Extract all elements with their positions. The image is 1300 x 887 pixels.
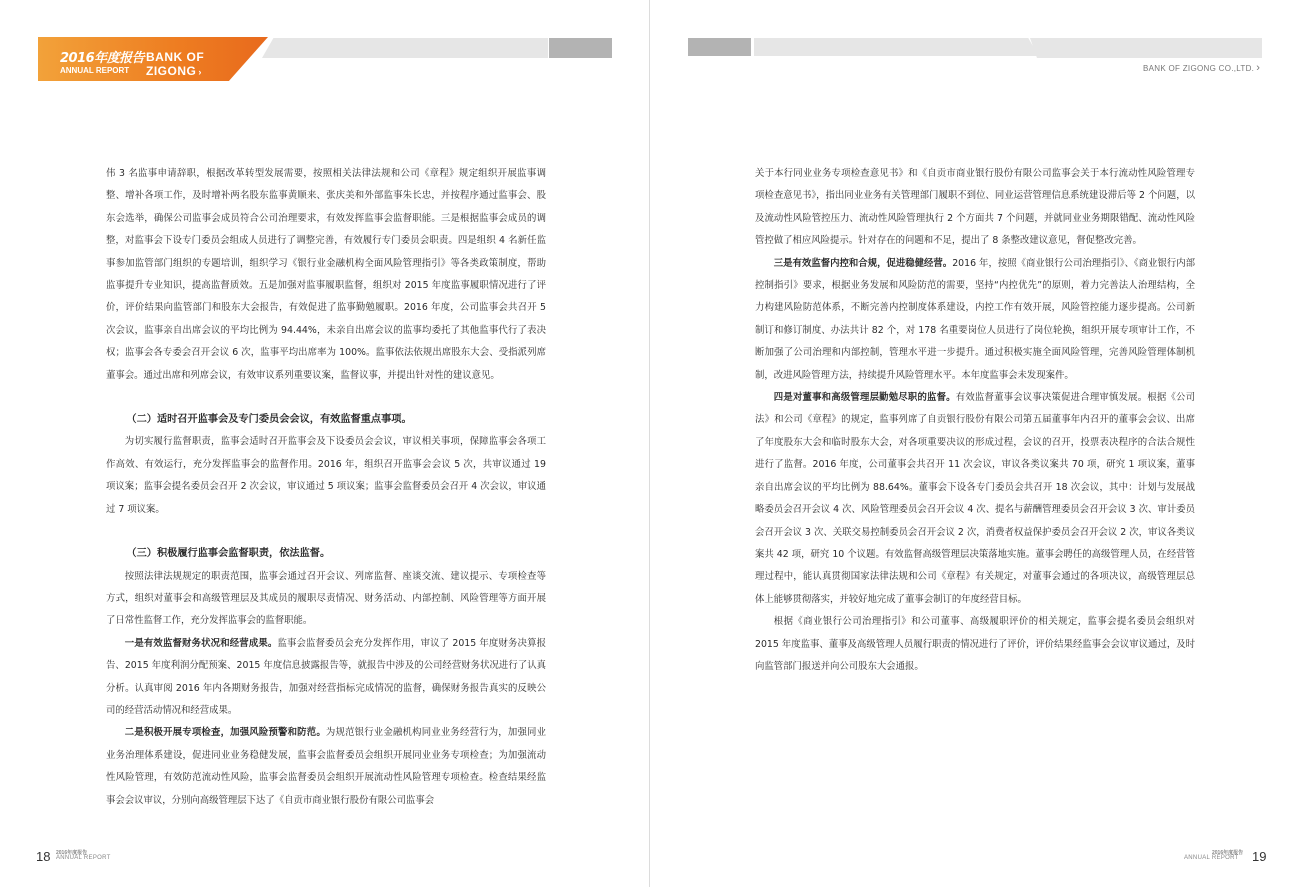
paragraph	[755, 387, 1195, 611]
paragraph-body: 为规范银行业金融机构同业业务经营行为，加强同业业务治理体系建设，促进同业业务稳健发展，监事会监督委员会组织开展同业业务专项检查；为加强流动性风险管理，有效防范流动性风险，监事会监督委员会组织开展流动性风险管理专项检查。检查结果经监事会会议审议，分别向高级管理层下达了《自贡市商业银行股份有限公司监事会	[106, 727, 546, 806]
header-bank-line2-text: ZIGONG	[146, 64, 197, 78]
left-text-column	[106, 163, 546, 812]
paragraph-body: 监事会监督委员会充分发挥作用，审议了 2015 年度财务决算报告、2015 年度利润分配预案、2015 年度信息披露报告等，就报告中涉及的公司经营财务状况进行了认真分析。认真审阅 2016 年内各期财务报告，加强对经营指标完成情况的监督，确保财务报告真实的反映公司的经营活动情况和经营成果。	[106, 637, 546, 716]
header-bank-line1: BANK OF	[146, 50, 205, 64]
paragraph: 伟 3 名监事申请辞职，根据改革转型发展需要，按照相关法律法规和公司《章程》规定组织开展监事调整、增补各项工作，及时增补两名股东监事黄顺来、张庆美和外部监事朱长忠，并按程序通过监事会、股东会选举，确保公司监事会成员符合公司治理要求，有效发挥监事会监督职能。三是根据监事会成员的调整，对监事会下设专门委员会组成人员进行了调整完善，有效履行专门委员会职责。四是组织 4 名新任监事参加监管部门组织的专题培训，组织学习《银行业金融机构全面风险管理指引》等各类政策制度，帮助监事提升专业知识，提高监督质效。五是加强对监事履职监督，组织对 2015 年度监事履职情况进行了评价，评价结果向监管部门和股东大会报告，有效促进了监事勤勉履职。2016 年度，公司监事会共召开 5 次会议，监事亲自出席会议的平均比例为 94.44%，未亲自出席会议的监事均委托了其他监事代行了表决权；监事会各专委会召开会议 6 次，监事平均出席率为 100%。监事依法依规出席股东大会、受指派列席董事会。通过出席和列席会议，有效审议系列重要议案，监督议事，并提出针对性的建议意见。	[106, 168, 546, 381]
footer-right-annual-report: ANNUAL REPORT	[1184, 855, 1239, 861]
paragraph: 按照法律法规规定的职责范围，监事会通过召开会议、列席监督、座谈交流、建议提示、专项检查等方式，组织对董事会和高级管理层及其成员的履职尽责情况、财务活动、内部控制、风险管理等方面开展了日常性监督工作，充分发挥监事会的监督职能。	[106, 570, 546, 627]
paragraph	[106, 722, 546, 812]
page-number-right: 19	[1252, 849, 1267, 864]
header-dark-gray-bar	[549, 38, 612, 58]
section-heading: （三）积极履行监事会监督职责，依法监督。	[126, 548, 331, 560]
paragraph	[755, 253, 1195, 387]
paragraph-lead: 一是有效监督财务状况和经营成果。	[124, 637, 278, 649]
paragraph-lead: 三是有效监督内控和合规，促进稳健经营。	[773, 257, 953, 269]
paragraph: 根据《商业银行公司治理指引》和公司董事、高级履职评价的相关规定，监事会提名委员会组织对 2015 年度监事、董事及高级管理人员履行职责的情况进行了评价，评价结果经监事会会议审议通过，及时向监管部门报送并向公司股东大会通报。	[755, 616, 1195, 672]
header-bank-line2	[146, 64, 202, 78]
header-annual-report: ANNUAL REPORT	[60, 66, 130, 75]
footer-left-annual-report: ANNUAL REPORT	[56, 855, 111, 861]
header-right-bank-name	[1143, 62, 1260, 74]
paragraph-body: 有效监督董事会议事决策促进合理审慎发展。根据《公司法》和公司《章程》的规定，监事列席了自贡银行股份有限公司第五届董事年内召开的董事会会议、出席了年度股东大会和临时股东大会，对各项重要决议的形成过程，会议的召开，投票表决程序的合法合规性进行了监督。2016 年度，公司董事会共召开 11 次会议，审议各类议案共 70 项，研究 1 项议案，董事亲自出席会议的平均比例为 88.64%。董事会下设各专门委员会共召开 18 次会议，其中：计划与发展战略委员会召开会议 4 次、风险管理委员会召开会议 4 次、提名与薪酬管理委员会召开会议 3 次、审计委员会召开会议 3 次、关联交易控制委员会召开会议 2 次，消费者权益保护委员会召开会议 2 次，审议各类议案共 42 项，研究 10 个议题。有效监督高级管理层决策落地实施。董事会聘任的高级管理人员，在经营管理过程中，能认真贯彻国家法律法规和公司《章程》有关规定，对董事会通过的各项决议，高级管理层总体上能够贯彻落实，并较好地完成了董事会制订的年度经营目标。	[755, 392, 1195, 605]
paragraph: 关于本行同业业务专项检查意见书》和《自贡市商业银行股份有限公司监事会关于本行流动性风险管理专项检查意见书》，指出同业业务有关管理部门履职不到位、同业运营管理信息系统建设滞后等 2 个问题，以及流动性风险管控压力、流动性风险管理执行 2 个方面共 7 个问题，并就同业业务期限错配、流动性风险管控做了相应风险提示。针对存在的问题和不足，提出了 8 条整改建议意见，督促整改完善。	[755, 168, 1195, 247]
header-year-title: 2016年度报告	[60, 51, 145, 66]
paragraph-body: 2016 年，按照《商业银行公司治理指引》、《商业银行内部控制指引》要求，根据业务发展和风险防范的需要，坚持“内控优先”的原则，着力完善法人治理结构，全力构建风险防范体系，不断完善内控制度体系建设，内控工作有效开展，风险管控能力逐步提高。公司新制订和修订制度、办法共计 82 个，对 178 名重要岗位人员进行了岗位轮换，组织开展专项审计工作，不断加强了公司治理和内部控制，管理水平进一步提升。通过积极实施全面风险管理，完善风险管理体制机制，改进风险管理方法，持续提升风险管理水平。本年度监事会未发现案件。	[755, 257, 1195, 381]
section-heading: （二）适时召开监事会及专门委员会会议，有效监督重点事项。	[126, 414, 412, 426]
page-number-left: 18	[36, 849, 51, 864]
right-text-column	[755, 163, 1195, 678]
paragraph-lead: 四是对董事和高级管理层勤勉尽职的监督。	[773, 392, 956, 404]
chevron-right-icon: ›	[1256, 62, 1261, 74]
header-right-gray-bar-tail	[1030, 38, 1262, 58]
paragraph: 为切实履行监督职责，监事会适时召开监事会及下设委员会会议，审议相关事项，保障监事会各项工作高效、有效运行，充分发挥监事会的监督作用。2016 年，组织召开监事会会议 5 次，共审议通过 19 项议案；监事会提名委员会召开 2 次会议，审议通过 5 项议案；监事会监督委员会召开 4 次会议，审议通过 7 项议案。	[106, 436, 546, 515]
paragraph	[106, 633, 546, 723]
header-gray-bar	[262, 38, 548, 58]
footer-right-year: 2016年度报告	[1212, 850, 1244, 856]
paragraph-lead: 二是积极开展专项检查，加强风险预警和防范。	[124, 727, 326, 739]
chevron-right-icon: ›	[198, 67, 202, 77]
header-right-dark-gray-bar	[688, 38, 751, 56]
header-right-bank-name-text: BANK OF ZIGONG CO.,LTD.	[1143, 64, 1255, 73]
footer-left-year: 2016年度报告	[56, 850, 88, 856]
